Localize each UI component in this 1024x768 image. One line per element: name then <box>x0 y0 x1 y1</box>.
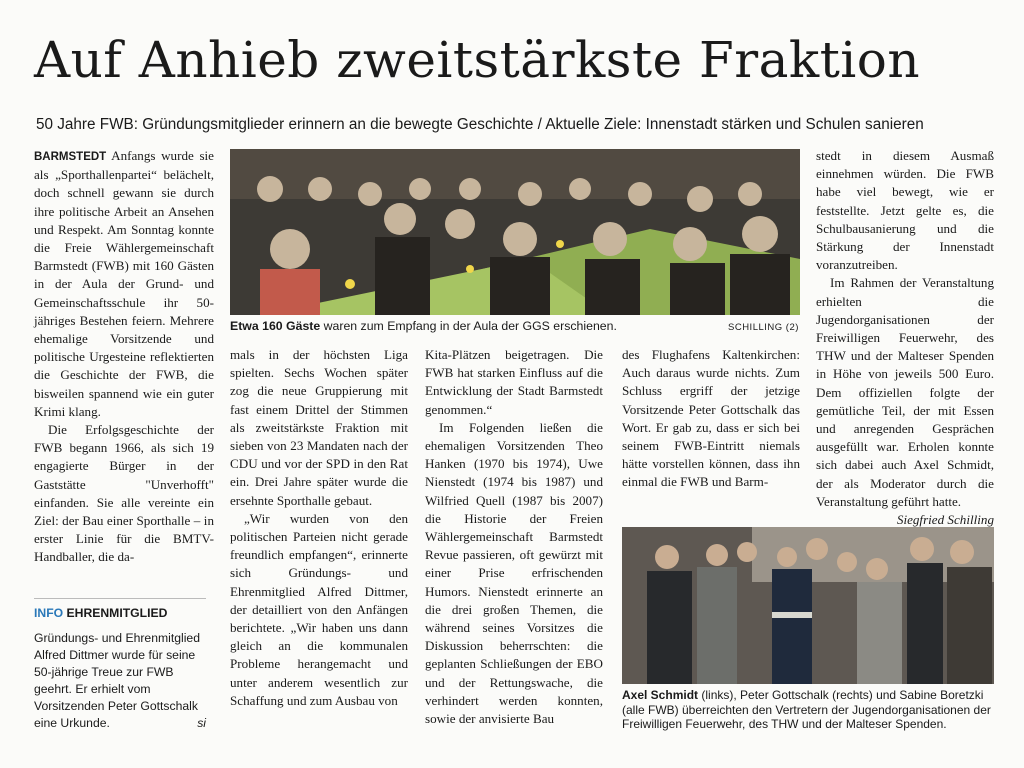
group-photo-graphic <box>622 527 994 684</box>
author-signature: Siegfried Schilling <box>896 512 994 528</box>
photo-2-caption <box>622 688 994 732</box>
article-column-1 <box>34 147 214 567</box>
column-5-paragraph-2: Im Rahmen der Veranstaltung erhielten die Jugendorganisationen der Freiwilligen Feuerwehr, des THW und der Malteser Spenden in Höhe von jeweils 500 Euro. Dem offiziellen folgte der gemütliche Teil, der mit Essen und anregenden Gesprächen ausgefüllt war. Erholen konnte sich dabei auch Axel Schmidt, der als Moderator durch die Veranstaltung geführt hatte. <box>816 275 994 509</box>
photo-1-caption-text: waren zum Empfang in der Aula der GGS erschienen. <box>320 319 617 333</box>
article-headline: Auf Anhieb zweitstärkste Fraktion <box>34 31 921 89</box>
column-5-paragraph-1: stedt in diesem Ausmaß einnehmen würden. Die FWB habe viel bewegt, wie er feststellte. Jetzt gelte es, die Schulbausanierung und die Stärkung der Innenstadt voranzutreiben. <box>816 148 994 273</box>
column-1-paragraph-1: Anfangs wurde sie als „Sporthallenpartei“ belächelt, doch schnell gewann sie durch ihre politische Arbeit an Ansehen und Respekt. Am Sonntag konnte die Freie Wählergemeinschaft Barmstedt (FWB) mit 160 Gästen in der Aula der Grund- und Gemeinschaftsschule ihr 50-jähriges Bestehen feiern. Mehrere ehemalige Vorsitzende und politische Urgesteine reflektierten die Geschichte der FWB, die bisweilen spannend wie ein guter Krimi klang. <box>34 148 214 419</box>
column-4-paragraph-1: des Flughafens Kaltenkirchen: Auch daraus wurde nichts. Zum Schluss ergriff der jetzige Vorsitzende Peter Gottschalk das Wort. Er gab zu, dass er sich bei seinem FWB-Eintritt niemals hätte vorstellen können, dass ihn einmal die FWB und Barm- <box>622 347 800 490</box>
info-text: Gründungs- und Ehrenmitglied Alfred Dittmer wurde für seine 50-jährige Treue zur FWB geehrt. Er erhielt vom Vorsitzenden Peter Gottschalk eine Urkunde. <box>34 631 200 730</box>
info-label: INFO <box>34 606 64 620</box>
column-2-paragraph-1: mals in der höchsten Liga spielten. Sechs Wochen später zog die neue Gruppierung mit fast einem Drittel der Stimmen als zweitstärkste Fraktion mit sieben von 23 Mandaten nach der CDU und vor der SPD in den Rat ein. Drei Jahre später wurde die ersehnte Sporthalle gebaut. <box>230 347 408 508</box>
info-title: EHRENMITGLIED <box>66 606 168 620</box>
photo-credit: SCHILLING (2) <box>728 322 799 333</box>
dateline: BARMSTEDT <box>34 151 107 163</box>
column-3-paragraph-2: Im Folgenden ließen die ehemaligen Vorsitzenden Theo Hanken (1970 bis 1974), Uwe Nienstedt (1974 bis 1987) und Wilfried Quell (1987 bis 2007) die Historie der Freien Wählergemeinschaft Barmstedt Revue passieren, oft gewürzt mit einer Prise erfrischenden Humors. Nienstedt erinnerte an die drei großen Themen, die während seines Vorsitzes die Diskussion beherrschten: die geplanten Schließungen der EBO und der Rettungswache, die verhindert werden konnten, sowie der anvisierte Bau <box>425 419 603 727</box>
photo-1-caption-bold: Etwa 160 Gäste <box>230 319 321 333</box>
banquet-photo-graphic <box>230 149 800 315</box>
info-box <box>34 598 206 732</box>
photo-2-caption-bold: Axel Schmidt <box>622 688 699 702</box>
article-column-5 <box>816 147 994 529</box>
info-signature: si <box>197 716 206 730</box>
column-3-paragraph-1: Kita-Plätzen beigetragen. Die FWB hat starken Einfluss auf die Entwicklung der Stadt Barmstedt genommen.“ <box>425 347 603 417</box>
photo-2-caption-text: (links), Peter Gottschalk (rechts) und Sabine Boretzki (alle FWB) überreichten den Vertretern der Jugendorganisationen der Freiwilligen Feuerwehr, des THW und der Malteser Spenden. <box>622 688 991 731</box>
photo-1-caption <box>230 319 670 334</box>
group-photo <box>622 527 994 684</box>
column-2-paragraph-2: „Wir wurden von den politischen Parteien nicht gerade freundlich empfangen“, erinnerte sich Gründungs- und Ehrenmitglied Alfred Dittmer, der detailliert von den Anfängen berichtete. „Wir haben uns dann gleich an die kommunalen Probleme herangemacht und unter anderem wesentlich zur Schaffung und zum Ausbau von <box>230 510 408 708</box>
article-column-2 <box>230 346 408 710</box>
article-subtitle: 50 Jahre FWB: Gründungsmitglieder erinnern an die bewegte Geschichte / Aktuelle Ziele: Innenstadt stärken und Schulen sanieren <box>36 116 924 133</box>
article-column-4 <box>622 346 800 492</box>
column-1-paragraph-2: Die Erfolgsgeschichte der FWB begann 1966, als sich 19 engagierte Bürger in der Gaststätte "Unverhofft" einfanden. Sie alle vereinte ein Ziel: der Bau einer Sporthalle – in erster Linie für die BMTV-Handballer, die da- <box>34 422 214 565</box>
banquet-photo <box>230 149 800 315</box>
article-column-3 <box>425 346 603 728</box>
